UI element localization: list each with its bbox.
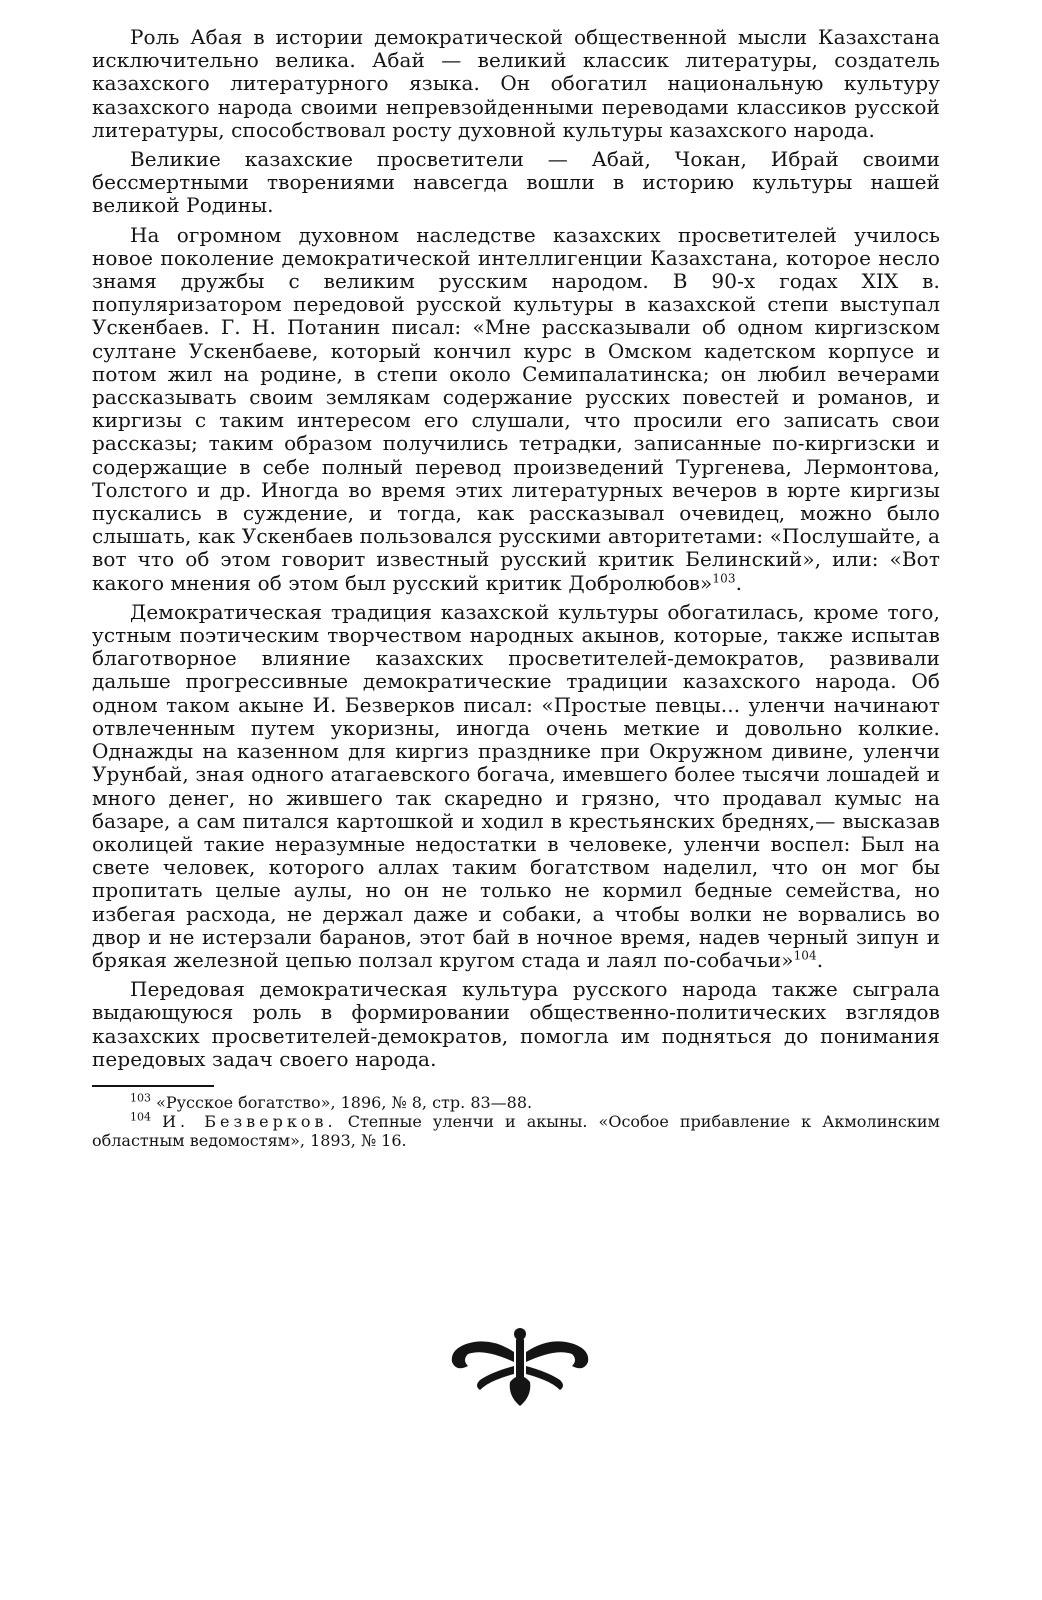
footnote-text: Степные уленчи и акыны. «Особое прибавление к Акмолинским областным ведомостям», 1893, № 16. <box>92 1111 940 1150</box>
footnote-number: 103 <box>130 1091 151 1105</box>
page-body <box>92 26 940 1150</box>
footnote-103 <box>92 1093 940 1112</box>
footnote-ref-104: 104 <box>793 948 817 963</box>
fleuron-ornament-icon <box>440 1320 600 1410</box>
footnote-author: И. Безверков. <box>162 1111 337 1131</box>
paragraph-russian-culture <box>92 978 940 1071</box>
paragraph-text: Роль Абая в истории демократической общественной мысли Казахстана исключительно велика. Абай — великий классик литературы, создатель казахского литературного языка. Он обогатил национальную культуру казахского народа своими непревзойденными переводами классиков русской литературы, способствовал росту духовной культуры казахского народа. <box>92 25 940 142</box>
paragraph-text: Передовая демократическая культура русского народа также сыграла выдающуюся роль в формировании общественно-политических взглядов казахских просветителей-демократов, помогла им подняться до понимания передовых задач своего народа. <box>92 977 940 1071</box>
paragraph-text: На огромном духовном наследстве казахских просветителей училось новое поколение демократической интеллигенции Казахстана, которое несло знамя дружбы с великим русским народом. В 90-х годах XIX в. популяризатором передовой русской культуры в казахской степи выступал Ускенбаев. Г. Н. Потанин писал: «Мне рассказывали об одном киргизском султане Ускенбаеве, который кончил курс в Омском кадетском корпусе и потом жил на родине, в степи около Семипалатинска; он любил вечерами рассказывать своим землякам содержание русских повестей и романов, и киргизы с таким интересом его слушали, что просили его записать свои рассказы; таким образом получились тетрадки, записанные по-киргизски и содержащие в себе полный перевод произведений Тургенева, Лермонтова, Толстого и др. Иногда во время этих литературных вечеров в юрте киргизы пускались в суждение, и тогда, как рассказывал очевидец, можно было слышать, как Ускенбаев пользовался русскими авторитетами: «Послушайте, а вот что об этом говорит известный русский критик Белинский», или: «Вот какого мнения об этом был русский критик Добролюбов» <box>92 222 940 595</box>
paragraph-great-enlighteners <box>92 148 940 218</box>
paragraph-text: Великие казахские просветители — Абай, Чокан, Ибрай своими бессмертными творениями навсегда вошли в историю культуры нашей великой Родины. <box>92 147 940 218</box>
paragraph-akyns <box>92 601 940 972</box>
paragraph-uskenbaev <box>92 224 940 595</box>
footnote-ref-103: 103 <box>712 571 736 586</box>
footnote-divider <box>92 1085 214 1087</box>
paragraph-text: Демократическая традиция казахской культуры обогатилась, кроме того, устным поэтическим творчеством народных акынов, которые, также испытав благотворное влияние казахских просветителей-демократов, развивали дальше прогрессивные демократические традиции казахского народа. Об одном таком акыне И. Безверков писал: «Простые певцы... уленчи начинают отвлеченным путем укоризны, иногда очень меткие и довольно колкие. Однажды на казенном для киргиз празднике при Окружном дивине, уленчи Урунбай, зная одного атагаевского богача, имевшего более тысячи лошадей и много денег, но жившего так скаредно и грязно, что продавал кумыс на базаре, а сам питался картошкой и ходил в крестьянских бреднях,— высказав околицей такие неразумные недостатки в человеке, уленчи воспел: Был на свете человек, которого аллах таким богатством наделил, что он мог бы пропитать целые аулы, но он не только не кормил бедные семейства, но избегая расхода, не держал даже и собаки, а чтобы волки не ворвались во двор и не истерзали баранов, этот бай в ночное время, надев черный зипун и брякая железной цепью ползал кругом стада и лаял по-собачьи» <box>92 599 940 972</box>
period: . <box>816 947 824 972</box>
footnote-text: «Русское богатство», 1896, № 8, стр. 83—88. <box>151 1092 533 1112</box>
period: . <box>735 570 743 595</box>
paragraph-abai-role <box>92 26 940 142</box>
footnote-104 <box>92 1112 940 1150</box>
footnote-number: 104 <box>130 1110 151 1124</box>
